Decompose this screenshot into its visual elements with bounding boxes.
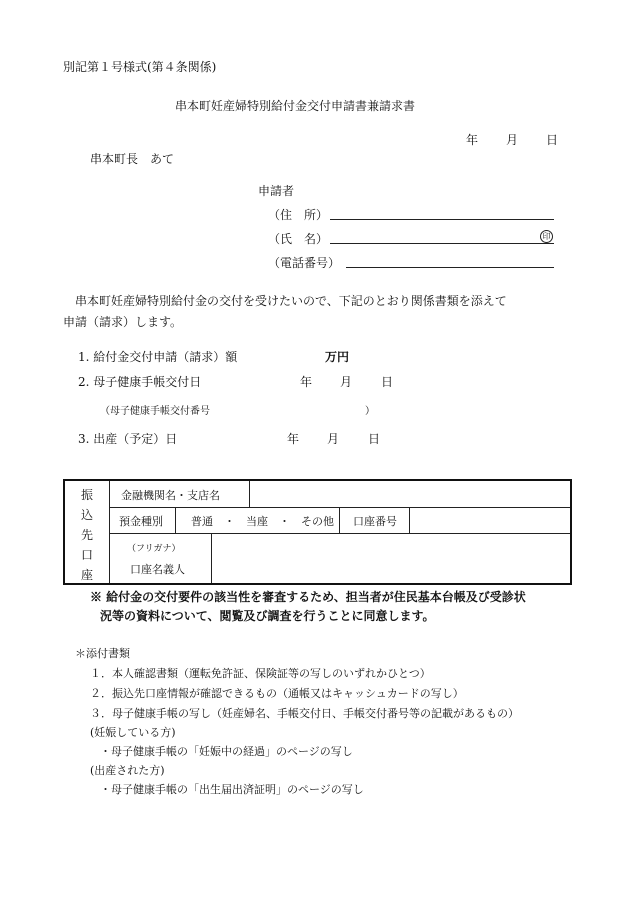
bank-name-field[interactable] xyxy=(251,483,567,505)
intro-line-2: 申請（請求）します。 xyxy=(63,315,183,329)
form-title: 串本町妊産婦特別給付金交付申請書兼請求書 xyxy=(175,99,416,113)
handbook-number-open: （母子健康手帳交付番号 xyxy=(100,406,210,417)
attachments-heading: ＊添付書類 xyxy=(75,647,130,660)
delivered-heading: (出産された方) xyxy=(90,764,165,777)
address-label: （住 所） xyxy=(268,208,329,222)
deposit-type-label: 預金種別 xyxy=(119,515,163,528)
item-3-month: 月 xyxy=(327,432,340,446)
deposit-type-options[interactable]: 普通 ・ 当座 ・ その他 xyxy=(191,515,334,528)
item-2-month: 月 xyxy=(340,375,353,389)
pregnant-item: ・母子健康手帳の「妊娠中の経過」のページの写し xyxy=(100,745,353,758)
intro-line-1: 串本町妊産婦特別給付金の交付を受けたいので、下記のとおり関係書類を添えて xyxy=(75,294,507,308)
item-2-year: 年 xyxy=(300,375,313,389)
consent-line-2: 況等の資料について、閲覧及び調査を行うことに同意します。 xyxy=(100,609,435,623)
date-day: 日 xyxy=(546,133,559,147)
attachment-2: ２．振込先口座情報が確認できるもの（通帳又はキャッシュカードの写し） xyxy=(90,687,464,700)
item-3-label: 3. 出産（予定）日 xyxy=(78,432,178,446)
date-month: 月 xyxy=(506,133,519,147)
pregnant-heading: (妊娠している方) xyxy=(90,726,176,739)
name-label: （氏 名） xyxy=(268,232,329,246)
account-number-label: 口座番号 xyxy=(353,515,397,528)
consent-line-1: ※ 給付金の交付要件の該当性を審査するため、担当者が住民基本台帳及び受診状 xyxy=(90,590,526,604)
name-field[interactable] xyxy=(330,243,554,244)
bank-account-table xyxy=(63,479,572,585)
account-holder-label: 口座名義人 xyxy=(130,563,185,576)
delivered-item: ・母子健康手帳の「出生届出済証明」のページの写し xyxy=(100,783,364,796)
bank-side-label: 振 込 先 口 座 xyxy=(80,488,93,582)
date-year: 年 xyxy=(466,133,479,147)
item-1-label: 1. 給付金交付申請（請求）額 xyxy=(78,350,238,364)
furigana-label: （フリガナ） xyxy=(127,544,181,554)
phone-label: （電話番号） xyxy=(268,256,341,270)
form-reference: 別記第１号様式(第４条関係) xyxy=(63,60,217,74)
bank-name-label: 金融機関名・支店名 xyxy=(121,489,220,502)
item-2-day: 日 xyxy=(381,375,394,389)
addressee: 串本町長 あて xyxy=(90,152,175,166)
item-2-label: 2. 母子健康手帳交付日 xyxy=(78,375,202,389)
phone-field[interactable] xyxy=(346,267,554,268)
seal-mark: 印 xyxy=(540,230,553,243)
attachment-1: １．本人確認書類（運転免許証、保険証等の写しのいずれかひとつ） xyxy=(90,667,431,680)
item-3-year: 年 xyxy=(287,432,300,446)
account-holder-field[interactable] xyxy=(213,535,567,581)
account-number-field[interactable] xyxy=(411,509,567,531)
address-field[interactable] xyxy=(330,219,554,220)
applicant-label: 申請者 xyxy=(258,184,295,198)
handbook-number-close: ） xyxy=(365,406,375,417)
attachment-3: ３．母子健康手帳の写し（妊産婦名、手帳交付日、手帳交付番号等の記載があるもの） xyxy=(90,707,519,720)
item-3-day: 日 xyxy=(368,432,381,446)
item-1-unit: 万円 xyxy=(325,350,350,364)
